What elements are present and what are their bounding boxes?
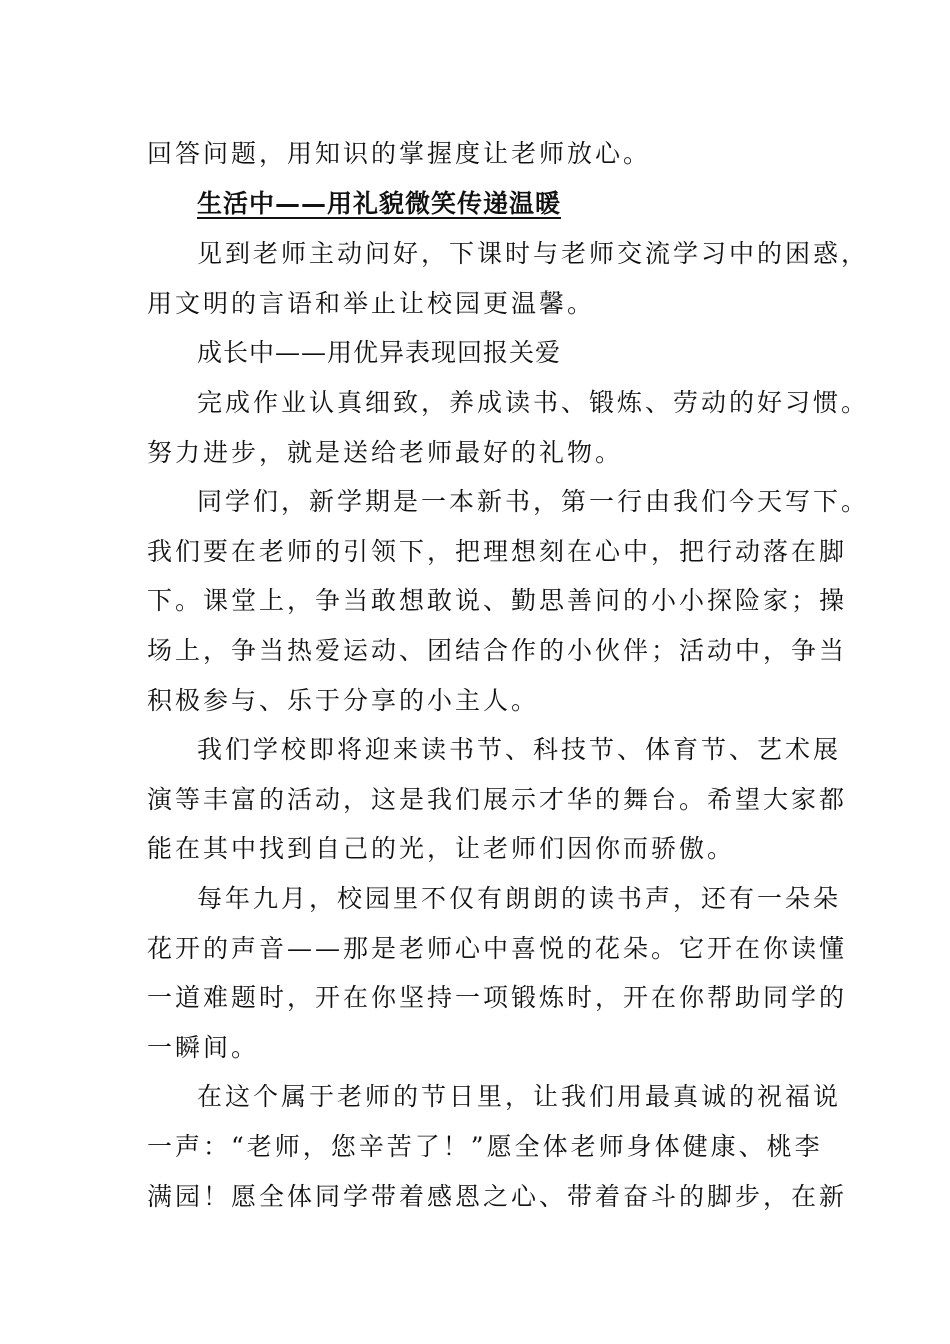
- text-line: 努力进步，就是送给老师最好的礼物。: [147, 438, 624, 467]
- text-line: 花开的声音——那是老师心中喜悦的花朵。它开在你读懂: [147, 934, 848, 963]
- text-line: 每年九月，校园里不仅有朗朗的读书声，还有一朵朵: [197, 884, 842, 913]
- section-heading: 生活中——用礼貌微笑传递温暖: [197, 189, 562, 218]
- text-line: 见到老师主动问好，下课时与老师交流学习中的困惑，: [197, 239, 870, 268]
- text-line: 能在其中找到自己的光，让老师们因你而骄傲。: [147, 834, 736, 863]
- text-line: 场上，争当热爱运动、团结合作的小伙伴；活动中，争当: [147, 636, 848, 665]
- text-line: 演等丰富的活动，这是我们展示才华的舞台。希望大家都: [147, 785, 848, 814]
- text-line: 完成作业认真细致，养成读书、锻炼、劳动的好习惯。: [197, 388, 870, 417]
- text-line: 一瞬间。: [147, 1033, 260, 1062]
- section-heading: 成长中——用优异表现回报关爱: [197, 338, 562, 367]
- text-line: 回答问题，用知识的掌握度让老师放心。: [147, 139, 652, 168]
- text-line: 满园！愿全体同学带着感恩之心、带着奋斗的脚步，在新: [147, 1182, 848, 1211]
- text-line: 在这个属于老师的节日里，让我们用最真诚的祝福说: [197, 1082, 842, 1111]
- text-line: 下。课堂上，争当敢想敢说、勤思善问的小小探险家；操: [147, 586, 848, 615]
- text-line: 我们要在老师的引领下，把理想刻在心中，把行动落在脚: [147, 537, 848, 566]
- text-line: 积极参与、乐于分享的小主人。: [147, 686, 540, 715]
- text-line: 同学们，新学期是一本新书，第一行由我们今天写下。: [197, 487, 870, 516]
- text-line: 用文明的言语和举止让校园更温馨。: [147, 289, 596, 318]
- text-line: 一声：“老师，您辛苦了！”愿全体老师身体健康、桃李: [147, 1132, 823, 1161]
- text-line: 一道难题时，开在你坚持一项锻炼时，开在你帮助同学的: [147, 983, 848, 1012]
- text-line: 我们学校即将迎来读书节、科技节、体育节、艺术展: [197, 735, 842, 764]
